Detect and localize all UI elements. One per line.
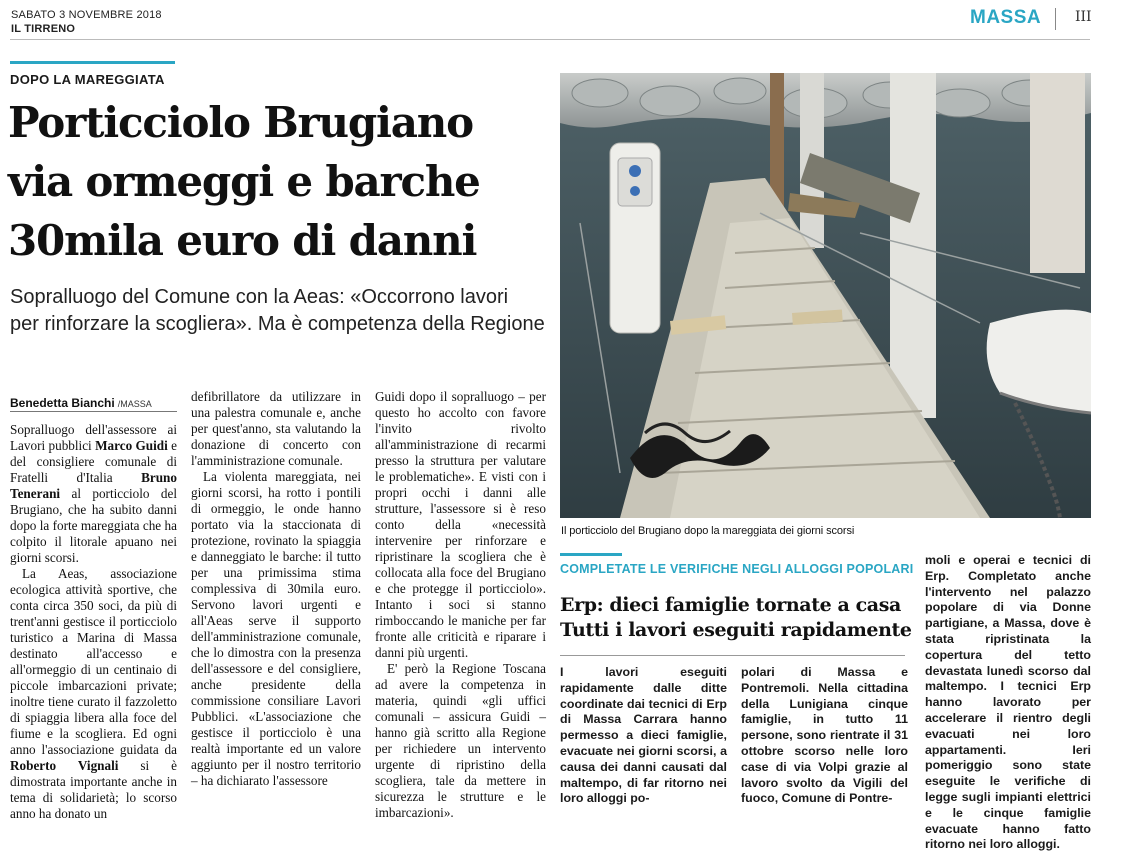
secondary-column-1: I lavori eseguiti rapidamente dalle ditte coordinate dai tecnici di Erp di Massa Carrara hanno permesso a dieci famiglie, evacuate nei giorni scorsi, a causa dei danni causati dal maltempo, di far ritorno nei loro alloggi po- bbox=[560, 665, 727, 806]
subhead-line: Sopralluogo del Comune con la Aeas: «Occorrono lavori bbox=[10, 286, 509, 308]
header-divider bbox=[1055, 8, 1056, 30]
section-name: MASSA bbox=[970, 7, 1042, 28]
article-paragraph: La Aeas, associazione ecologica attività sportive, che conta circa 350 soci, da più di trent'anni gestisce il porticciolo turistico a Marina di Massa destinato all'accesso e all'ormeggio di un centinaio di piccole imbarcazioni private; inoltre tiene curato il fazzoletto di spiaggia libera alla foce del fiume e la scogliera. Ed ogni anno l'associazione guidata da Roberto Vignali si è dimostrata importante anche in tema di solidarietà; lo scorso anno ha donato un bbox=[10, 566, 177, 821]
page-date: SABATO 3 NOVEMBRE 2018 bbox=[11, 9, 162, 21]
article-paragraph: La violenta mareggiata, nei giorni scorsi, ha rotto i pontili di ormeggio, le onde hanno portato via la staccionata di protezione, rovinato la spiaggia e danneggiato le barche: il tutto per una primissima stima complessiva di 30mila euro. Servono lavori urgenti e all'Aeas serve il supporto dell'amministrazione comunale, che lo dimostra con la presenza dell'assessore e del consigliere, anche presidente della commissione consiliare Lavori Pubblici. «L'associazione che gestisce il porticciolo è una realtà importante ed un valore aggiunto per il nostro territorio – ha dichiarato l'assessore bbox=[191, 469, 361, 788]
byline-rule bbox=[10, 411, 177, 412]
subhead-line: per rinforzare la scogliera». Ma è competenza della Regione bbox=[10, 313, 545, 335]
secondary-headline-line: Erp: dieci famiglie tornate a casa bbox=[560, 594, 901, 616]
newspaper-name: IL TIRRENO bbox=[11, 23, 76, 35]
article-column-1 bbox=[10, 422, 177, 822]
article-paragraph: E' però la Regione Toscana ad avere la competenza in materia, quindi «gli uffici comunali – assicura Guidi – hanno già scritto alla Regione per richiedere un intervento urgente di ripristino della scogliera, tale da mettere in sicurezza le strutture e le imbarcazioni». bbox=[375, 661, 546, 820]
secondary-rule bbox=[560, 655, 905, 656]
page-number: III bbox=[1075, 9, 1092, 25]
article-paragraph: Sopralluogo dell'assessore ai Lavori pubblici Marco Guidi e del consigliere comunale di Fratelli d'Italia Bruno Tenerani al porticciolo del Brugiano, che ha subito danni dopo la forte mareggiata che ha colpito il litorale apuano nei giorni scorsi. bbox=[10, 422, 178, 565]
person-name: Roberto Vignali bbox=[10, 758, 119, 773]
secondary-accent-bar bbox=[560, 553, 622, 556]
headline-line: Porticciolo Brugiano bbox=[8, 98, 473, 147]
secondary-headline-line: Tutti i lavori eseguiti rapidamente bbox=[560, 619, 912, 641]
secondary-column-2: polari di Massa e Pontremoli. Nella cittadina della Lunigiana cinque famiglie, in tutto 11 persone, sono rientrate il 31 ottobre scorso nelle loro case di via Volpi grazie al lavoro svolto da Vigili del fuoco, Comune di Pontre- bbox=[741, 665, 908, 806]
article-paragraph: defibrillatore da utilizzare in una palestra comunale e, anche per quest'anno, sta valutando la donazione di concerto con l'amministrazione comunale. bbox=[191, 389, 361, 468]
article-column-3 bbox=[375, 389, 546, 821]
article-subhead bbox=[10, 284, 555, 338]
header-rule bbox=[10, 39, 1090, 40]
headline-line: 30mila euro di danni bbox=[8, 216, 477, 265]
byline-location: /MASSA bbox=[117, 399, 152, 409]
byline bbox=[10, 396, 152, 410]
kicker-accent-bar bbox=[10, 61, 175, 64]
secondary-kicker: COMPLETATE LE VERIFICHE NEGLI ALLOGGI POPOLARI bbox=[560, 562, 914, 576]
article-headline bbox=[8, 93, 548, 270]
article-kicker: DOPO LA MAREGGIATA bbox=[10, 72, 165, 87]
author-name: Benedetta Bianchi bbox=[10, 396, 115, 410]
harbor-photo bbox=[560, 73, 1091, 518]
article-paragraph: Guidi dopo il sopralluogo – per questo ho accolto con favore l'invito rivolto all'amministrazione di recarmi presso la struttura per valutare le problematiche». E visti con i propri occhi i danni alle strutture, l'assessore si è reso conto della «necessità intervenire per rinforzare e ripristinare la scogliera che è collocata alla foce del Brugiano e che protegge il porticciolo». Intanto i soci si stanno rimboccando le maniche per far fronte alle criticità e riparare i danni più urgenti. bbox=[375, 389, 546, 660]
secondary-headline bbox=[560, 593, 912, 643]
secondary-column-3: moli e operai e tecnici di Erp. Completato anche l'intervento nel palazzo popolare di via Donne partigiane, a Massa, dove è stata ripristinata la copertura del tetto devastata lunedì scorso dal maltempo. I tecnici Erp hanno lavorato per accelerare il rientro degli evacuati nei loro appartamenti. Ieri pomeriggio sono state eseguite le verifiche di legge sugli impianti elettrici e le cinque famiglie evacuate hanno fatto ritorno nei loro alloggi. bbox=[925, 553, 1091, 852]
article-column-2 bbox=[191, 389, 361, 789]
person-name: Marco Guidi bbox=[95, 438, 168, 453]
photo-caption: Il porticciolo del Brugiano dopo la mareggiata dei giorni scorsi bbox=[561, 525, 855, 537]
headline-line: via ormeggi e barche bbox=[8, 157, 480, 206]
person-name: Bruno Tenerani bbox=[10, 470, 177, 501]
